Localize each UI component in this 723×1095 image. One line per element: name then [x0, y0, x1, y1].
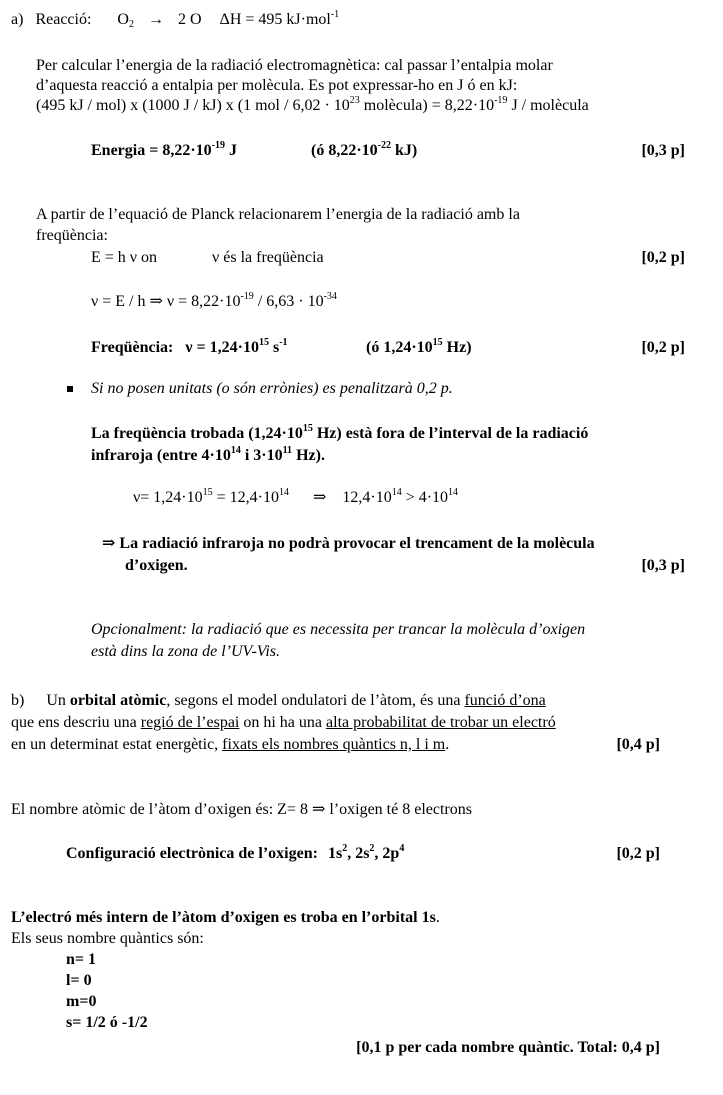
penalty-note: Si no posen unitats (o són errònies) es penalitzarà 0,2 p. — [91, 380, 453, 397]
planck-equation: E = h ν on — [91, 249, 158, 266]
quantum-number-s: s= 1/2 ó -1/2 — [66, 1014, 148, 1031]
quantum-number-l: l= 0 — [66, 972, 92, 989]
frequency-result: Freqüència: $\nu = 1,24\cdot 10^{15}$ $s^{-1}$ — [91, 337, 288, 356]
planck-equation-note: ν és la freqüència — [212, 249, 324, 266]
final-points: [0,1 p per cada nombre quàntic. Total: 0,4 p] — [356, 1039, 660, 1056]
part-b-line-3: en un determinat estat energètic, fixats els nombres quàntics n, l i m. — [11, 736, 450, 753]
implies-arrow: ⇒ — [102, 535, 116, 552]
part-b-line-1: b) Un orbital atòmic, segons el model ondulatori de l’àtom, és una funció d’ona — [11, 692, 546, 709]
ir-comparison-line-1: La freqüència trobada ($1,24\cdot 10^{15}$ Hz) està fora de l’interval de la radiació — [91, 423, 589, 442]
planck-intro-line-1: A partir de l’equació de Planck relacionarem l’energia de la radiació amb la — [36, 206, 520, 223]
part-a-heading — [11, 10, 339, 30]
energy-result: Energia = $8,22\cdot 10^{-19}$ J — [91, 140, 238, 159]
energy-points: [0,3 p] — [641, 142, 685, 159]
inner-electron-line: L’electró més intern de l’àtom d’oxigen es troba en l’orbital 1s. — [11, 909, 440, 926]
reaction-reactant: $O_2$ — [117, 11, 134, 30]
part-b-label: b) — [11, 692, 25, 709]
optional-note-line-2: està dins la zona de l’UV-Vis. — [91, 643, 281, 660]
optional-note-line-1: Opcionalment: la radiació que es necessita per trancar la molècula d’oxigen — [91, 621, 586, 638]
atomic-number-line: El nombre atòmic de l’àtom d’oxigen és: Z= 8 ⇒ l’oxigen té 8 electrons — [11, 801, 472, 818]
reaction-product: 2 O — [177, 11, 202, 28]
frequency-comparison: $\nu= 1,24\cdot 10^{15} = 12,4\cdot 10^{14}$ ⇒ $12,4\cdot 10^{14} > 4\cdot 10^{14}$ — [133, 487, 459, 506]
energy-conversion: (495 kJ / mol) x (1000 J / kJ) x (1 mol / $6,02 \cdot 10^{23}$ molècula) = $8,22\cdot 10^{-19}$ J / molècula — [36, 95, 589, 114]
quantum-number-m: m=0 — [66, 993, 97, 1010]
planck-intro-line-2: freqüència: — [36, 227, 108, 244]
enthalpy: ΔH = 495 kJ·mol$^{-1}$ — [219, 9, 340, 28]
reaction-label: Reacció: — [35, 11, 92, 28]
quantum-numbers-intro: Els seus nombre quàntics són: — [11, 930, 204, 947]
frequency-result-hz: (ó $1,24\cdot 10^{15}$ Hz) — [366, 337, 472, 356]
conclusion-line-2: d’oxigen. — [125, 557, 188, 574]
energy-intro-line-2: d’aquesta reacció a entalpia per molècula. Es pot expressar-ho en J ó en kJ: — [36, 77, 518, 94]
part-b-line-2: que ens descriu una regió de l’espai on hi ha una alta probabilitat de trobar un electró — [11, 714, 556, 731]
conclusion-line-1: ⇒ La radiació infraroja no podrà provocar el trencament de la molècula — [102, 535, 595, 552]
bullet-icon — [67, 386, 73, 392]
conclusion-points: [0,3 p] — [641, 557, 685, 574]
ir-comparison-line-2: infraroja (entre $4\cdot 10^{14}$ i $3\cdot 10^{11}$ Hz). — [91, 445, 325, 464]
quantum-number-n: n= 1 — [66, 951, 97, 968]
planck-points: [0,2 p] — [641, 249, 685, 266]
reaction-arrow: → — [147, 11, 164, 28]
configuration-points: [0,2 p] — [616, 845, 660, 862]
frequency-calculation: ν = E / h ⇒ $\nu = 8,22\cdot 10^{-19} / 6,63 \cdot 10^{-34}$ — [91, 291, 337, 310]
energy-intro-line-1: Per calcular l’energia de la radiació electromagnètica: cal passar l’entalpia molar — [36, 57, 553, 74]
orbital-points: [0,4 p] — [616, 736, 660, 753]
energy-result-kj: (ó $8,22\cdot 10^{-22}$ kJ) — [311, 140, 418, 159]
electron-configuration: Configuració electrònica de l’oxigen: $1s^2$, $2s^2$, $2p^4$ — [66, 843, 405, 862]
implies-arrow: ⇒ — [312, 489, 327, 506]
frequency-points: [0,2 p] — [641, 339, 685, 356]
part-a-label: a) — [11, 11, 24, 28]
